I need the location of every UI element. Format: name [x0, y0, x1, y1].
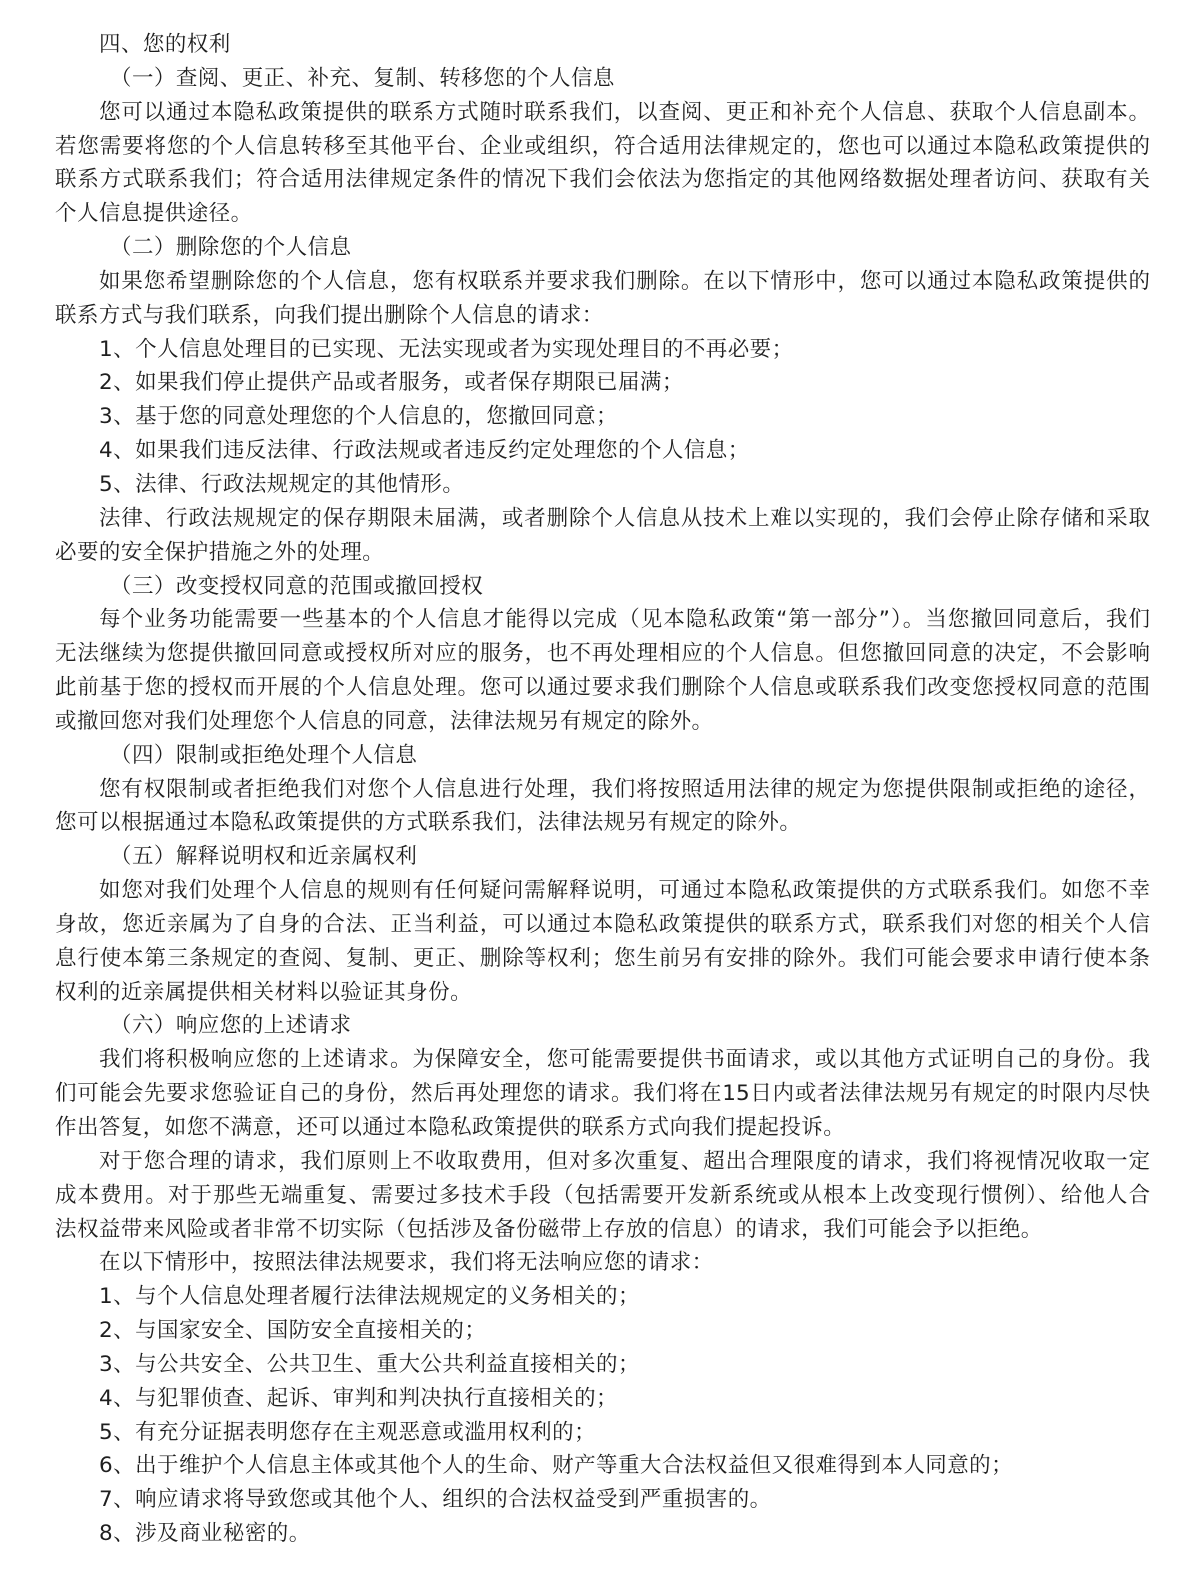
paragraph-line: 权利的近亲属提供相关材料以验证其身份。 [55, 979, 473, 1005]
paragraph-line: 联系方式与我们联系，向我们提出删除个人信息的请求： [55, 302, 604, 328]
section-heading: （五）解释说明权和近亲属权利 [110, 844, 418, 870]
list-item: 2、与国家安全、国防安全直接相关的； [99, 1318, 487, 1344]
list-item: 4、如果我们违反法律、行政法规或者违反约定处理您的个人信息； [99, 438, 750, 464]
paragraph-line: 个人信息提供途径。 [55, 201, 253, 227]
list-item: 1、与个人信息处理者履行法律法规规定的义务相关的； [99, 1284, 640, 1310]
document-body [55, 28, 1150, 1551]
paragraph-line: 您有权限制或者拒绝我们对您个人信息进行处理，我们将按照适用法律的规定为您提供限制或拒绝的途径， [99, 776, 1150, 802]
list-item: 2、如果我们停止提供产品或者服务，或者保存期限已届满； [99, 370, 684, 396]
list-item: 5、有充分证据表明您存在主观恶意或滥用权利的； [99, 1419, 597, 1445]
paragraph-line: 作出答复，如您不满意，还可以通过本隐私政策提供的联系方式向我们提起投诉。 [55, 1115, 846, 1140]
paragraph-line: 如果您希望删除您的个人信息，您有权联系并要求我们删除。在以下情形中，您可以通过本隐私政策提供的 [99, 268, 1150, 294]
section-heading: （四）限制或拒绝处理个人信息 [110, 742, 418, 768]
paragraph-line: 联系方式联系我们；符合适用法律规定条件的情况下我们会依法为您指定的其他网络数据处理者访问、获取有关 [55, 167, 1150, 193]
paragraph-line: 息行使本第三条规定的查阅、复制、更正、删除等权利；您生前另有安排的除外。我们可能会要求申请行使本条 [55, 945, 1150, 971]
paragraph-line: 此前基于您的授权而开展的个人信息处理。您可以通过要求我们删除个人信息或联系我们改变您授权同意的范围 [55, 675, 1150, 701]
paragraph-line: 无法继续为您提供撤回同意或授权所对应的服务，也不再处理相应的个人信息。但您撤回同意的决定，不会影响 [55, 641, 1150, 667]
list-item: 1、个人信息处理目的已实现、无法实现或者为实现处理目的不再必要； [99, 336, 794, 362]
paragraph-line: 您可以通过本隐私政策提供的联系方式随时联系我们，以查阅、更正和补充个人信息、获取个人信息副本。 [99, 99, 1150, 125]
paragraph-line: 在以下情形中，按照法律法规要求，我们将无法响应您的请求： [99, 1250, 714, 1276]
section-heading: （六）响应您的上述请求 [110, 1013, 352, 1039]
list-item: 8、涉及商业秘密的。 [99, 1521, 311, 1547]
section-heading: （三）改变授权同意的范围或撤回授权 [110, 573, 484, 599]
chapter-heading: 四、您的权利 [99, 32, 231, 57]
paragraph-line: 如您对我们处理个人信息的规则有任何疑问需解释说明，可通过本隐私政策提供的方式联系我们。如您不幸 [99, 878, 1150, 904]
list-item: 6、出于维护个人信息主体或其他个人的生命、财产等重大合法权益但又很难得到本人同意的； [99, 1453, 1014, 1479]
section-heading: （二）删除您的个人信息 [110, 235, 352, 261]
paragraph-line: 法权益带来风险或者非常不切实际（包括涉及备份磁带上存放的信息）的请求，我们可能会予以拒绝。 [55, 1216, 1043, 1242]
paragraph-line: 必要的安全保护措施之外的处理。 [55, 539, 385, 565]
list-item: 3、基于您的同意处理您的个人信息的，您撤回同意； [99, 404, 618, 430]
paragraph-line: 您可以根据通过本隐私政策提供的方式联系我们，法律法规另有规定的除外。 [55, 810, 802, 836]
paragraph-line: 身故，您近亲属为了自身的合法、正当利益，可以通过本隐私政策提供的联系方式，联系我们对您的相关个人信 [55, 911, 1150, 937]
paragraph-line: 或撤回您对我们处理您个人信息的同意，法律法规另有规定的除外。 [55, 708, 714, 734]
list-item: 4、与犯罪侦查、起诉、审判和判决执行直接相关的； [99, 1385, 618, 1411]
paragraph-line: 每个业务功能需要一些基本的个人信息才能得以完成（见本隐私政策“第一部分”）。当您撤回同意后，我们 [99, 607, 1150, 633]
paragraph-line: 对于您合理的请求，我们原则上不收取费用，但对多次重复、超出合理限度的请求，我们将视情况收取一定 [99, 1148, 1150, 1174]
paragraph-line: 法律、行政法规规定的保存期限未届满，或者删除个人信息从技术上难以实现的，我们会停止除存储和采取 [99, 505, 1150, 531]
section-heading: （一）查阅、更正、补充、复制、转移您的个人信息 [110, 65, 615, 91]
paragraph-line: 成本费用。对于那些无端重复、需要过多技术手段（包括需要开发新系统或从根本上改变现行惯例）、给他人合 [55, 1182, 1150, 1208]
paragraph-line: 若您需要将您的个人信息转移至其他平台、企业或组织，符合适用法律规定的，您也可以通过本隐私政策提供的 [55, 133, 1150, 159]
list-item: 5、法律、行政法规规定的其他情形。 [99, 471, 465, 497]
list-item: 7、响应请求将导致您或其他个人、组织的合法权益受到严重损害的。 [99, 1487, 772, 1513]
paragraph-line: 我们将积极响应您的上述请求。为保障安全，您可能需要提供书面请求，或以其他方式证明自己的身份。我 [99, 1047, 1150, 1073]
list-item: 3、与公共安全、公共卫生、重大公共利益直接相关的； [99, 1351, 640, 1377]
paragraph-line: 们可能会先要求您验证自己的身份，然后再处理您的请求。我们将在15日内或者法律法规另有规定的时限内尽快 [55, 1081, 1150, 1107]
